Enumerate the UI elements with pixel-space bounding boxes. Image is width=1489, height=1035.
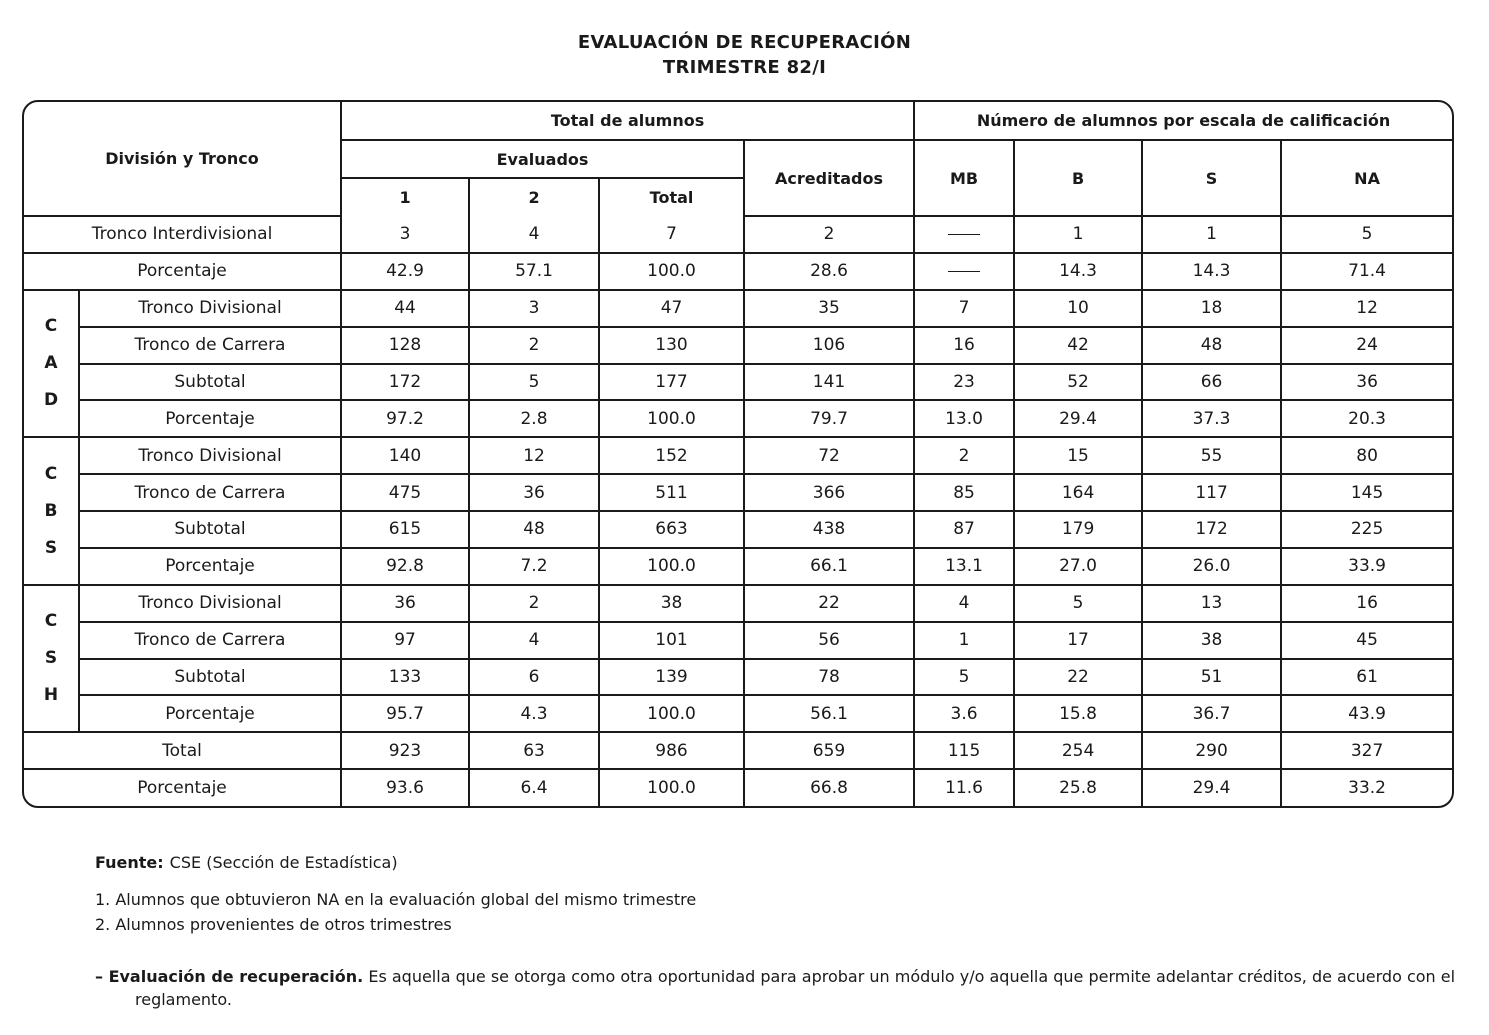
cell-c1: 128 [341, 327, 469, 364]
cell-c1: 36 [341, 585, 469, 622]
cell-mb: 5 [914, 659, 1014, 696]
cell-na: 327 [1281, 732, 1452, 769]
cell-acred: 79.7 [744, 400, 914, 437]
division-code [24, 585, 79, 733]
row-label: Porcentaje [79, 695, 341, 732]
cell-total: 38 [599, 585, 744, 622]
cell-na: 16 [1281, 585, 1452, 622]
cell-c1: 3 [341, 216, 469, 253]
cell-b: 22 [1014, 659, 1142, 696]
source-label: Fuente: [95, 853, 164, 872]
cell-b: 5 [1014, 585, 1142, 622]
cell-acred: 56.1 [744, 695, 914, 732]
cell-b: 17 [1014, 622, 1142, 659]
division-letter: A [44, 353, 58, 373]
cell-total: 139 [599, 659, 744, 696]
header-acreditados: Acreditados [744, 140, 914, 216]
cell-na: 33.2 [1281, 769, 1452, 806]
cell-b: 15.8 [1014, 695, 1142, 732]
cell-total: 100.0 [599, 400, 744, 437]
table-row [24, 327, 1452, 364]
cell-acred: 438 [744, 511, 914, 548]
cell-acred: 366 [744, 474, 914, 511]
table-row [24, 437, 1452, 474]
cell-na: 145 [1281, 474, 1452, 511]
division-letter: H [43, 685, 59, 705]
cell-mb: 2 [914, 437, 1014, 474]
table-row [24, 290, 1452, 327]
cell-acred: 659 [744, 732, 914, 769]
cell-s: 26.0 [1142, 548, 1281, 585]
cell-total: 177 [599, 364, 744, 401]
table-row [24, 659, 1452, 696]
cell-na: 36 [1281, 364, 1452, 401]
cell-acred: 106 [744, 327, 914, 364]
division-letter: C [44, 463, 58, 484]
cell-na: 61 [1281, 659, 1452, 696]
cell-na: 80 [1281, 437, 1452, 474]
division-letter: B [44, 500, 58, 521]
cell-na: 45 [1281, 622, 1452, 659]
cell-acred: 78 [744, 659, 914, 696]
page-title: EVALUACIÓN DE RECUPERACIÓN [577, 32, 912, 53]
table-row [24, 769, 1452, 806]
cell-mb: 7 [914, 290, 1014, 327]
header-numero-alumnos: Número de alumnos por escala de calificación [914, 102, 1452, 140]
row-label: Porcentaje [24, 769, 341, 806]
cell-c2: 4 [469, 622, 599, 659]
cell-s: 48 [1142, 327, 1281, 364]
page-subtitle: TRIMESTRE 82/I [662, 57, 827, 78]
row-label: Porcentaje [79, 400, 341, 437]
cell-s: 36.7 [1142, 695, 1281, 732]
division-code [24, 290, 79, 438]
cell-total: 152 [599, 437, 744, 474]
cell-c1: 923 [341, 732, 469, 769]
cell-c1: 93.6 [341, 769, 469, 806]
header-s: S [1142, 140, 1281, 216]
cell-mb: 11.6 [914, 769, 1014, 806]
cell-s: 38 [1142, 622, 1281, 659]
cell-mb: 4 [914, 585, 1014, 622]
cell-c2: 12 [469, 437, 599, 474]
cell-c1: 42.9 [341, 253, 469, 290]
cell-c1: 615 [341, 511, 469, 548]
table-row [24, 511, 1452, 548]
cell-s: 1 [1142, 216, 1281, 253]
cell-c2: 36 [469, 474, 599, 511]
cell-c1: 97 [341, 622, 469, 659]
cell-total: 986 [599, 732, 744, 769]
header-col-1: 1 [341, 178, 469, 216]
cell-total: 101 [599, 622, 744, 659]
data-table [24, 102, 1452, 806]
cell-s: 66 [1142, 364, 1281, 401]
cell-acred: 22 [744, 585, 914, 622]
cell-s: 13 [1142, 585, 1281, 622]
cell-c2: 2.8 [469, 400, 599, 437]
table-row [24, 548, 1452, 585]
cell-na: 12 [1281, 290, 1452, 327]
cell-c2: 3 [469, 290, 599, 327]
cell-b: 25.8 [1014, 769, 1142, 806]
table-row [24, 695, 1452, 732]
cell-c1: 95.7 [341, 695, 469, 732]
cell-mb: 115 [914, 732, 1014, 769]
footnotes [95, 850, 696, 937]
header-col-total: Total [599, 178, 744, 216]
cell-c1: 133 [341, 659, 469, 696]
table-row [24, 216, 1452, 253]
definition-note [95, 965, 1480, 1011]
cell-acred: 35 [744, 290, 914, 327]
row-label: Subtotal [79, 659, 341, 696]
row-label: Porcentaje [79, 548, 341, 585]
cell-c2: 4.3 [469, 695, 599, 732]
row-label: Porcentaje [24, 253, 341, 290]
cell-s: 172 [1142, 511, 1281, 548]
cell-mb [914, 216, 1014, 253]
row-label: Total [24, 732, 341, 769]
cell-total: 100.0 [599, 769, 744, 806]
row-label: Tronco de Carrera [79, 622, 341, 659]
cell-acred: 66.1 [744, 548, 914, 585]
row-label: Tronco de Carrera [79, 327, 341, 364]
cell-c2: 63 [469, 732, 599, 769]
cell-b: 254 [1014, 732, 1142, 769]
cell-s: 29.4 [1142, 769, 1281, 806]
cell-acred: 56 [744, 622, 914, 659]
footnote-2: 2. Alumnos provenientes de otros trimestres [95, 915, 452, 934]
division-letter: C [44, 316, 58, 336]
cell-s: 37.3 [1142, 400, 1281, 437]
cell-na: 24 [1281, 327, 1452, 364]
cell-b: 27.0 [1014, 548, 1142, 585]
footnote-1: 1. Alumnos que obtuvieron NA en la evaluación global del mismo trimestre [95, 890, 697, 909]
dash-mark [948, 234, 980, 235]
table-row [24, 474, 1452, 511]
cell-c1: 172 [341, 364, 469, 401]
cell-acred: 66.8 [744, 769, 914, 806]
header-evaluados: Evaluados [341, 140, 744, 178]
cell-acred: 72 [744, 437, 914, 474]
cell-total: 663 [599, 511, 744, 548]
cell-mb: 13.0 [914, 400, 1014, 437]
cell-na: 43.9 [1281, 695, 1452, 732]
division-letter: S [44, 648, 58, 668]
cell-na: 5 [1281, 216, 1452, 253]
cell-s: 51 [1142, 659, 1281, 696]
cell-mb: 87 [914, 511, 1014, 548]
cell-c2: 5 [469, 364, 599, 401]
cell-total: 100.0 [599, 548, 744, 585]
table-row [24, 585, 1452, 622]
cell-c2: 2 [469, 327, 599, 364]
evaluation-table [22, 100, 1454, 808]
row-label: Tronco de Carrera [79, 474, 341, 511]
cell-s: 18 [1142, 290, 1281, 327]
cell-c1: 475 [341, 474, 469, 511]
cell-total: 7 [599, 216, 744, 253]
row-label: Tronco Interdivisional [24, 216, 341, 253]
cell-b: 42 [1014, 327, 1142, 364]
source-note [95, 850, 696, 875]
cell-total: 511 [599, 474, 744, 511]
cell-mb: 16 [914, 327, 1014, 364]
title-block [0, 30, 1489, 80]
row-label: Tronco Divisional [79, 585, 341, 622]
division-code [24, 437, 79, 585]
cell-na: 71.4 [1281, 253, 1452, 290]
table-row [24, 400, 1452, 437]
cell-mb: 23 [914, 364, 1014, 401]
cell-mb: 1 [914, 622, 1014, 659]
division-letter: C [44, 611, 58, 631]
cell-c1: 140 [341, 437, 469, 474]
cell-mb [914, 253, 1014, 290]
source-text: CSE (Sección de Estadística) [169, 853, 398, 872]
table-row [24, 732, 1452, 769]
header-total-alumnos: Total de alumnos [341, 102, 914, 140]
cell-b: 52 [1014, 364, 1142, 401]
cell-acred: 28.6 [744, 253, 914, 290]
cell-b: 29.4 [1014, 400, 1142, 437]
cell-s: 290 [1142, 732, 1281, 769]
header-col-2: 2 [469, 178, 599, 216]
cell-b: 15 [1014, 437, 1142, 474]
cell-total: 130 [599, 327, 744, 364]
dash-mark [948, 271, 980, 272]
cell-b: 10 [1014, 290, 1142, 327]
cell-total: 100.0 [599, 253, 744, 290]
cell-acred: 141 [744, 364, 914, 401]
cell-c1: 44 [341, 290, 469, 327]
row-label: Subtotal [79, 511, 341, 548]
cell-total: 100.0 [599, 695, 744, 732]
cell-b: 1 [1014, 216, 1142, 253]
cell-c2: 57.1 [469, 253, 599, 290]
cell-acred: 2 [744, 216, 914, 253]
definition-text: Es aquella que se otorga como otra oportunidad para aprobar un módulo y/o aquella que permite adelantar créditos, de acuerdo con el [368, 967, 1456, 986]
row-label: Tronco Divisional [79, 437, 341, 474]
cell-c2: 4 [469, 216, 599, 253]
row-label: Subtotal [79, 364, 341, 401]
cell-c2: 48 [469, 511, 599, 548]
header-b: B [1014, 140, 1142, 216]
row-label: Tronco Divisional [79, 290, 341, 327]
header-division-tronco: División y Tronco [24, 102, 341, 216]
cell-c2: 6 [469, 659, 599, 696]
cell-mb: 85 [914, 474, 1014, 511]
cell-c1: 92.8 [341, 548, 469, 585]
cell-s: 117 [1142, 474, 1281, 511]
header-mb: MB [914, 140, 1014, 216]
cell-b: 14.3 [1014, 253, 1142, 290]
cell-s: 14.3 [1142, 253, 1281, 290]
definition-continuation: reglamento. [135, 990, 232, 1009]
cell-c2: 2 [469, 585, 599, 622]
definition-term: – Evaluación de recuperación. [95, 967, 364, 986]
cell-b: 179 [1014, 511, 1142, 548]
cell-s: 55 [1142, 437, 1281, 474]
header-na: NA [1281, 140, 1452, 216]
table-row [24, 253, 1452, 290]
division-letter: D [43, 390, 59, 410]
cell-total: 47 [599, 290, 744, 327]
cell-b: 164 [1014, 474, 1142, 511]
table-row [24, 364, 1452, 401]
cell-mb: 13.1 [914, 548, 1014, 585]
cell-mb: 3.6 [914, 695, 1014, 732]
table-row [24, 622, 1452, 659]
cell-c2: 7.2 [469, 548, 599, 585]
cell-c1: 97.2 [341, 400, 469, 437]
cell-na: 20.3 [1281, 400, 1452, 437]
cell-na: 225 [1281, 511, 1452, 548]
division-letter: S [44, 537, 58, 558]
cell-na: 33.9 [1281, 548, 1452, 585]
cell-c2: 6.4 [469, 769, 599, 806]
